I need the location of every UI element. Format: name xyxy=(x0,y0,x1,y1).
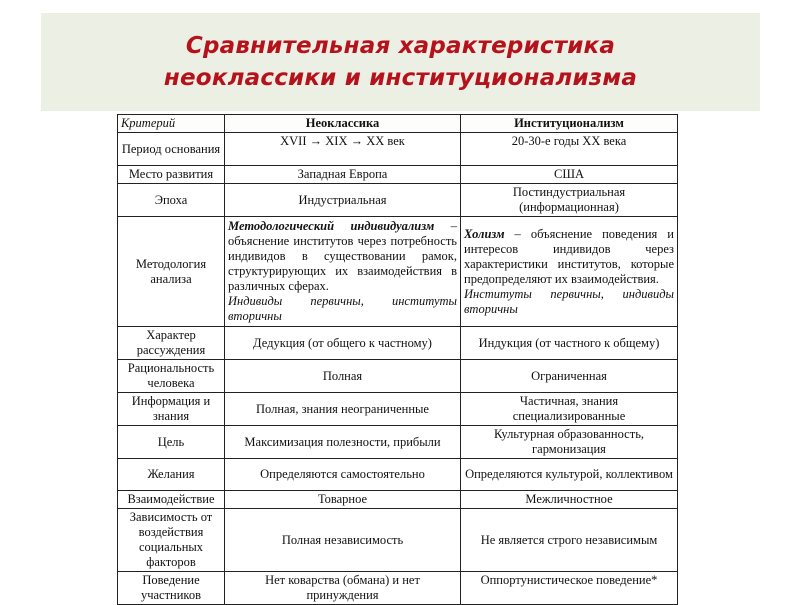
criterion-cell: Характер рассуждения xyxy=(118,327,225,360)
table-row xyxy=(118,184,678,217)
criterion-cell: Эпоха xyxy=(118,184,225,217)
inst-methodology-text: – объяснение поведения и интересов индивидов через характеристики институтов, которые предопределяют их взаимодействия. xyxy=(464,226,674,286)
table-row xyxy=(118,426,678,459)
table-row xyxy=(118,360,678,393)
page-title-line-2: неоклассики и институционализма xyxy=(163,65,638,91)
table-header-row xyxy=(118,115,678,133)
neoclassics-cell: Дедукция (от общего к частному) xyxy=(225,327,461,360)
page-title-line-1: Сравнительная характеристика xyxy=(185,33,616,59)
header-criterion: Критерий xyxy=(118,115,225,133)
criterion-cell: Рациональность человека xyxy=(118,360,225,393)
table-row xyxy=(118,166,678,184)
table-row xyxy=(118,133,678,166)
neoclassics-cell: Полная независимость xyxy=(225,509,461,572)
neoclassics-cell: XVII → XIX → XX век xyxy=(225,133,461,166)
header-institutionalism: Институционализм xyxy=(461,115,678,133)
criterion-cell: Методология анализа xyxy=(118,217,225,327)
neoclassics-cell: Полная, знания неограниченные xyxy=(225,393,461,426)
criterion-cell: Информация и знания xyxy=(118,393,225,426)
criterion-cell: Период основания xyxy=(118,133,225,166)
header-neoclassics: Неоклассика xyxy=(225,115,461,133)
neo-methodology-term: Методологический индивидуализм xyxy=(228,219,435,233)
title-band xyxy=(41,13,760,111)
institutionalism-cell: Постиндустриальная (информационная) xyxy=(461,184,678,217)
criterion-cell: Цель xyxy=(118,426,225,459)
comparison-table xyxy=(117,114,678,605)
criterion-cell: Место развития xyxy=(118,166,225,184)
institutionalism-cell: Индукция (от частного к общему) xyxy=(461,327,678,360)
institutionalism-cell: Ограниченная xyxy=(461,360,678,393)
neoclassics-cell: Товарное xyxy=(225,491,461,509)
inst-methodology-paragraph xyxy=(464,227,674,287)
neoclassics-cell: Индустриальная xyxy=(225,184,461,217)
neo-methodology-paragraph xyxy=(228,219,457,294)
neoclassics-cell: Определяются самостоятельно xyxy=(225,459,461,491)
institutionalism-cell: Оппортунистическое поведение* xyxy=(461,572,678,605)
institutionalism-cell: Культурная образованность, гармонизация xyxy=(461,426,678,459)
table-row xyxy=(118,393,678,426)
neo-methodology-text: – объяснение институтов через потребность индивидов в существовании рамок, структурирующих их взаимодействия в различных сферах. xyxy=(228,219,458,293)
criterion-cell: Взаимодействие xyxy=(118,491,225,509)
table-row xyxy=(118,327,678,360)
table-row xyxy=(118,217,678,327)
criterion-cell: Желания xyxy=(118,459,225,491)
table-row xyxy=(118,491,678,509)
neoclassics-cell: Западная Европа xyxy=(225,166,461,184)
table-row xyxy=(118,459,678,491)
institutionalism-cell: Межличностное xyxy=(461,491,678,509)
institutionalism-methodology-cell xyxy=(461,217,678,327)
criterion-cell: Поведение участников xyxy=(118,572,225,605)
institutionalism-cell: 20-30-е годы XX века xyxy=(461,133,678,166)
table-row xyxy=(118,509,678,572)
institutionalism-cell: Частичная, знания специализированные xyxy=(461,393,678,426)
institutionalism-cell: США xyxy=(461,166,678,184)
neo-methodology-note: Индивиды первичны, институты вторичны xyxy=(228,294,457,323)
criterion-cell: Зависимость от воздействия социальных факторов xyxy=(118,509,225,572)
institutionalism-cell: Определяются культурой, коллективом xyxy=(461,459,678,491)
neoclassics-cell: Максимизация полезности, прибыли xyxy=(225,426,461,459)
inst-methodology-note: Институты первичны, индивиды вторичны xyxy=(464,286,674,316)
neoclassics-cell: Полная xyxy=(225,360,461,393)
inst-methodology-term: Холизм xyxy=(464,226,505,241)
neoclassics-cell: Нет коварства (обмана) и нет принуждения xyxy=(225,572,461,605)
neoclassics-methodology-cell xyxy=(225,217,461,327)
institutionalism-cell: Не является строго независимым xyxy=(461,509,678,572)
